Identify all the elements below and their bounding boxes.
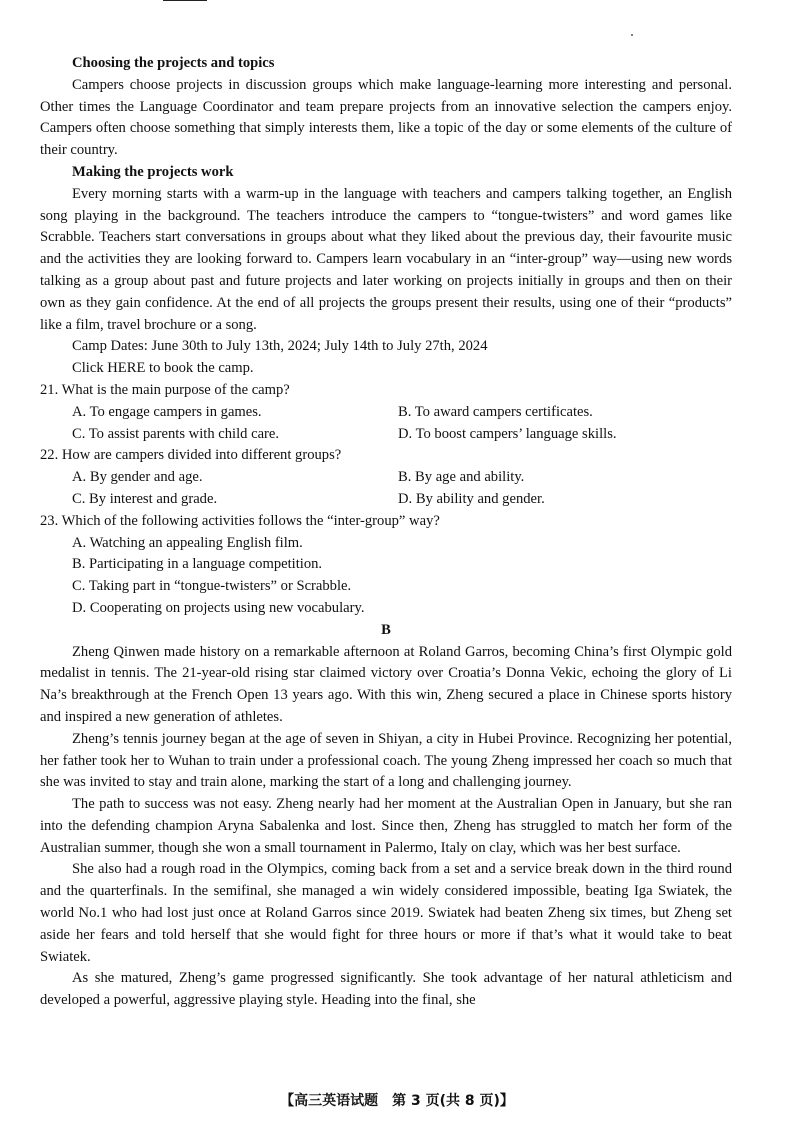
- option-21-c: C. To assist parents with child care.: [72, 425, 280, 442]
- option-21-d: D. To boost campers’ language skills.: [398, 425, 617, 442]
- option-22-b: B. By age and ability.: [398, 469, 525, 486]
- passage-b-para-5: As she matured, Zheng’s game progressed significantly. She took advantage of her natural athleticism and developed a powerful, aggressive playing style. Heading into the final, she: [40, 970, 732, 1009]
- page-content: [40, 53, 732, 1012]
- book-line: Click HERE to book the camp.: [72, 360, 254, 377]
- para-making: Every morning starts with a warm-up in the language with teachers and campers talking together, an English song playing in the background. The teachers introduce the campers to “tongue-twisters” and word games like Scrabble. Teachers start conversations in groups about what they liked about the previous day, their favourite music and the activities they are looking forward to. Campers learn vocabulary in an “inter-group” way—using new words talking as a group about past and future projects and later working on projects initially in groups and then on their own as they gain confidence. At the end of all projects the groups present their results, using one of their “products” like a film, travel brochure or a song.: [40, 185, 732, 333]
- passage-b-para-4: She also had a rough road in the Olympics, coming back from a set and a service break down in the third round and the quarterfinals. In the semifinal, she managed a win widely considered impossible, beating Iga Swiatek, the world No.1 who had lost just once at Roland Garros since 2019. Swiatek had beaten Zheng six times, but Zheng set aside her fears and told herself that she would fight for three hours or more if that’s what it would take to beat Swiatek.: [40, 861, 732, 965]
- options-22: [72, 467, 732, 511]
- option-21-b: B. To award campers certificates.: [398, 403, 593, 420]
- option-23-c: C. Taking part in “tongue-twisters” or Scrabble.: [72, 578, 352, 595]
- scan-speck: [631, 34, 633, 36]
- top-rule: [163, 0, 207, 1]
- passage-b-para-2: Zheng’s tennis journey began at the age of seven in Shiyan, a city in Hubei Province. Recognizing her potential, her father took her to Wuhan to train under a professional coach. The young Zheng impressed her coach so much that she was invited to stay and train alone, marking the start of a long and challenging journey.: [40, 730, 732, 791]
- question-21: 21. What is the main purpose of the camp?: [40, 381, 290, 398]
- option-22-a: A. By gender and age.: [72, 469, 203, 486]
- passage-b-para-3: The path to success was not easy. Zheng nearly had her moment at the Australian Open in January, but she ran into the defending champion Aryna Sabalenka and lost. Since then, Zheng has struggled to match her form of the Australian summer, though she won a small tournament in Palermo, Italy on clay, which was her best surface.: [40, 796, 732, 856]
- option-23-b: B. Participating in a language competition.: [72, 556, 323, 573]
- camp-dates: Camp Dates: June 30th to July 13th, 2024; July 14th to July 27th, 2024: [72, 338, 488, 355]
- options-21: [72, 402, 732, 446]
- heading-making: Making the projects work: [72, 163, 234, 180]
- section-b-label: B: [381, 621, 391, 638]
- option-23-d: D. Cooperating on projects using new vocabulary.: [72, 599, 365, 616]
- option-22-c: C. By interest and grade.: [72, 490, 218, 507]
- question-22: 22. How are campers divided into different groups?: [40, 447, 342, 464]
- option-23-a: A. Watching an appealing English film.: [72, 534, 303, 551]
- page-footer: 【高三英语试题 第 3 页(共 8 页)】: [280, 1093, 514, 1109]
- option-21-a: A. To engage campers in games.: [72, 403, 262, 420]
- para-choosing: Campers choose projects in discussion groups which make language-learning more interesting and personal. Other times the Language Coordinator and team prepare projects from an innovative selection the campers enjoy. Campers often choose something that simply interests them, like a topic of the day or some elements of the culture of their country.: [40, 76, 732, 159]
- option-22-d: D. By ability and gender.: [398, 490, 545, 507]
- passage-b-para-1: Zheng Qinwen made history on a remarkable afternoon at Roland Garros, becoming China’s first Olympic gold medalist in tennis. The 21-year-old rising star claimed victory over Croatia’s Donna Vekic, echoing the glory of Li Na’s breakthrough at the French Open 13 years ago. With this win, Zheng secured a place in Chinese sports history and inspired a new generation of athletes.: [40, 643, 732, 725]
- heading-choosing: Choosing the projects and topics: [72, 55, 275, 71]
- question-23: 23. Which of the following activities follows the “inter-group” way?: [40, 512, 440, 529]
